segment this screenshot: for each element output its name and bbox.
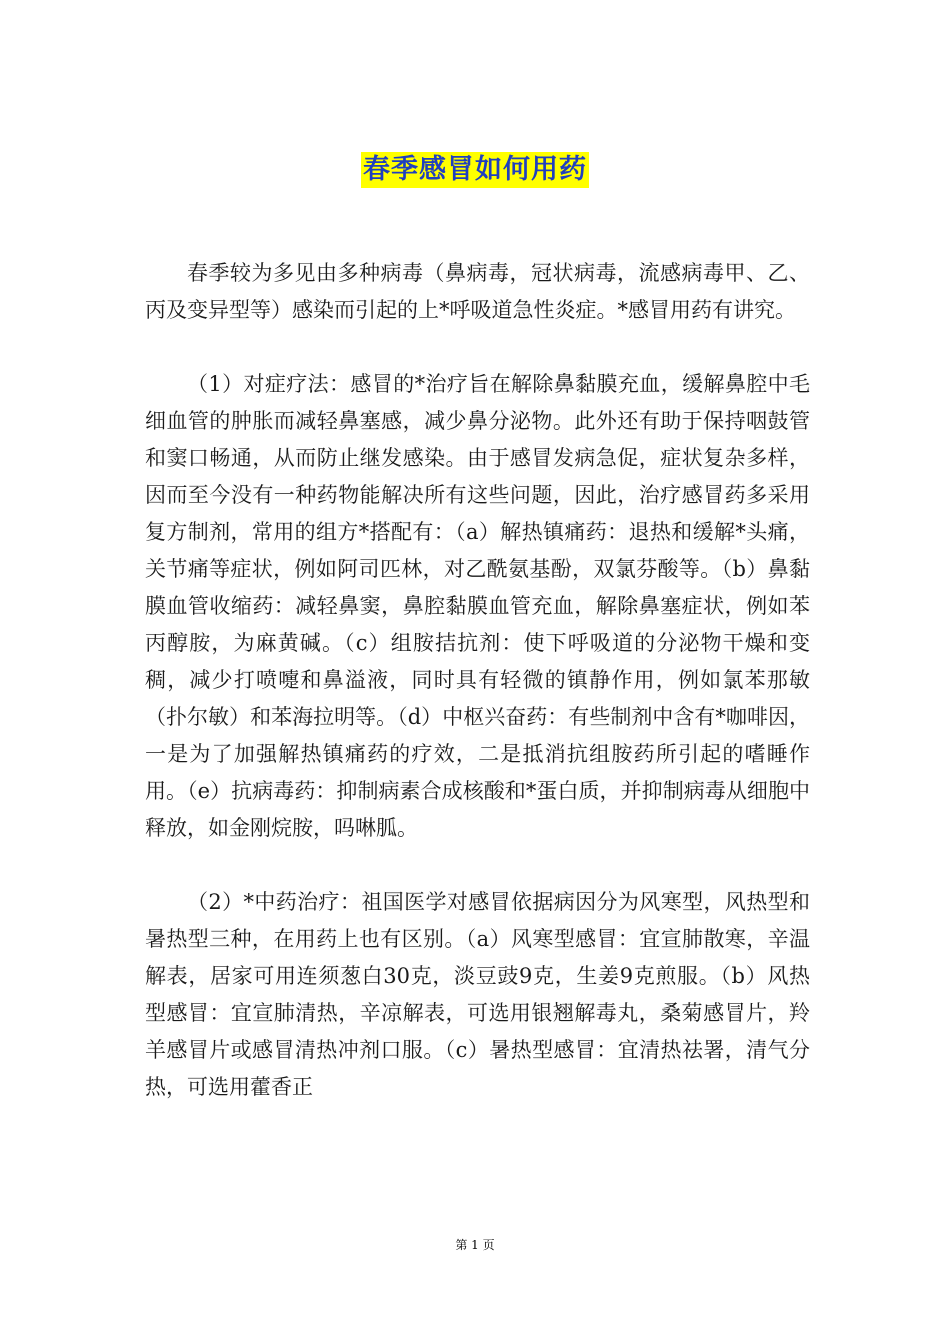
page-number: 第 1 页	[455, 1238, 495, 1252]
document-title: 春季感冒如何用药	[361, 152, 589, 188]
paragraph-intro: 春季较为多见由多种病毒（鼻病毒，冠状病毒，流感病毒甲、乙、丙及变异型等）感染而引起的上*呼吸道急性炎症。*感冒用药有讲究。	[145, 261, 810, 322]
paragraph-symptomatic-treatment: （1）对症疗法：感冒的*治疗旨在解除鼻黏膜充血，缓解鼻腔中毛细血管的肿胀而减轻鼻塞感，减少鼻分泌物。此外还有助于保持咽鼓管和窦口畅通，从而防止继发感染。由于感冒发病急促，症状复杂多样，因而至今没有一种药物能解决所有这些问题，因此，治疗感冒药多采用复方制剂，常用的组方*搭配有：（a）解热镇痛药：退热和缓解*头痛，关节痛等症状，例如阿司匹林，对乙酰氨基酚，双氯芬酸等。（b）鼻黏膜血管收缩药：减轻鼻窦，鼻腔黏膜血管充血，解除鼻塞症状，例如苯丙醇胺，为麻黄碱。（c）组胺拮抗剂：使下呼吸道的分泌物干燥和变稠，减少打喷嚏和鼻溢液，同时具有轻微的镇静作用，例如氯苯那敏（扑尔敏）和苯海拉明等。（d）中枢兴奋药：有些制剂中含有*咖啡因，一是为了加强解热镇痛药的疗效，二是抵消抗组胺药所引起的嗜睡作用。（e）抗病毒药：抑制病素合成核酸和*蛋白质，并抑制病毒从细胞中释放，如金刚烷胺，吗啉胍。	[145, 372, 810, 840]
document-body	[145, 255, 810, 1143]
paragraph-tcm-treatment: （2）*中药治疗：祖国医学对感冒依据病因分为风寒型，风热型和暑热型三种，在用药上也有区别。（a）风寒型感冒：宜宣肺散寒，辛温解表，居家可用连须葱白30克，淡豆豉9克，生姜9克煎服。（b）风热型感冒：宜宣肺清热，辛凉解表，可选用银翘解毒丸，桑菊感冒片，羚羊感冒片或感冒清热冲剂口服。（c）暑热型感冒：宜清热祛署，清气分热，可选用藿香正	[145, 890, 810, 1099]
title-container	[0, 152, 950, 188]
